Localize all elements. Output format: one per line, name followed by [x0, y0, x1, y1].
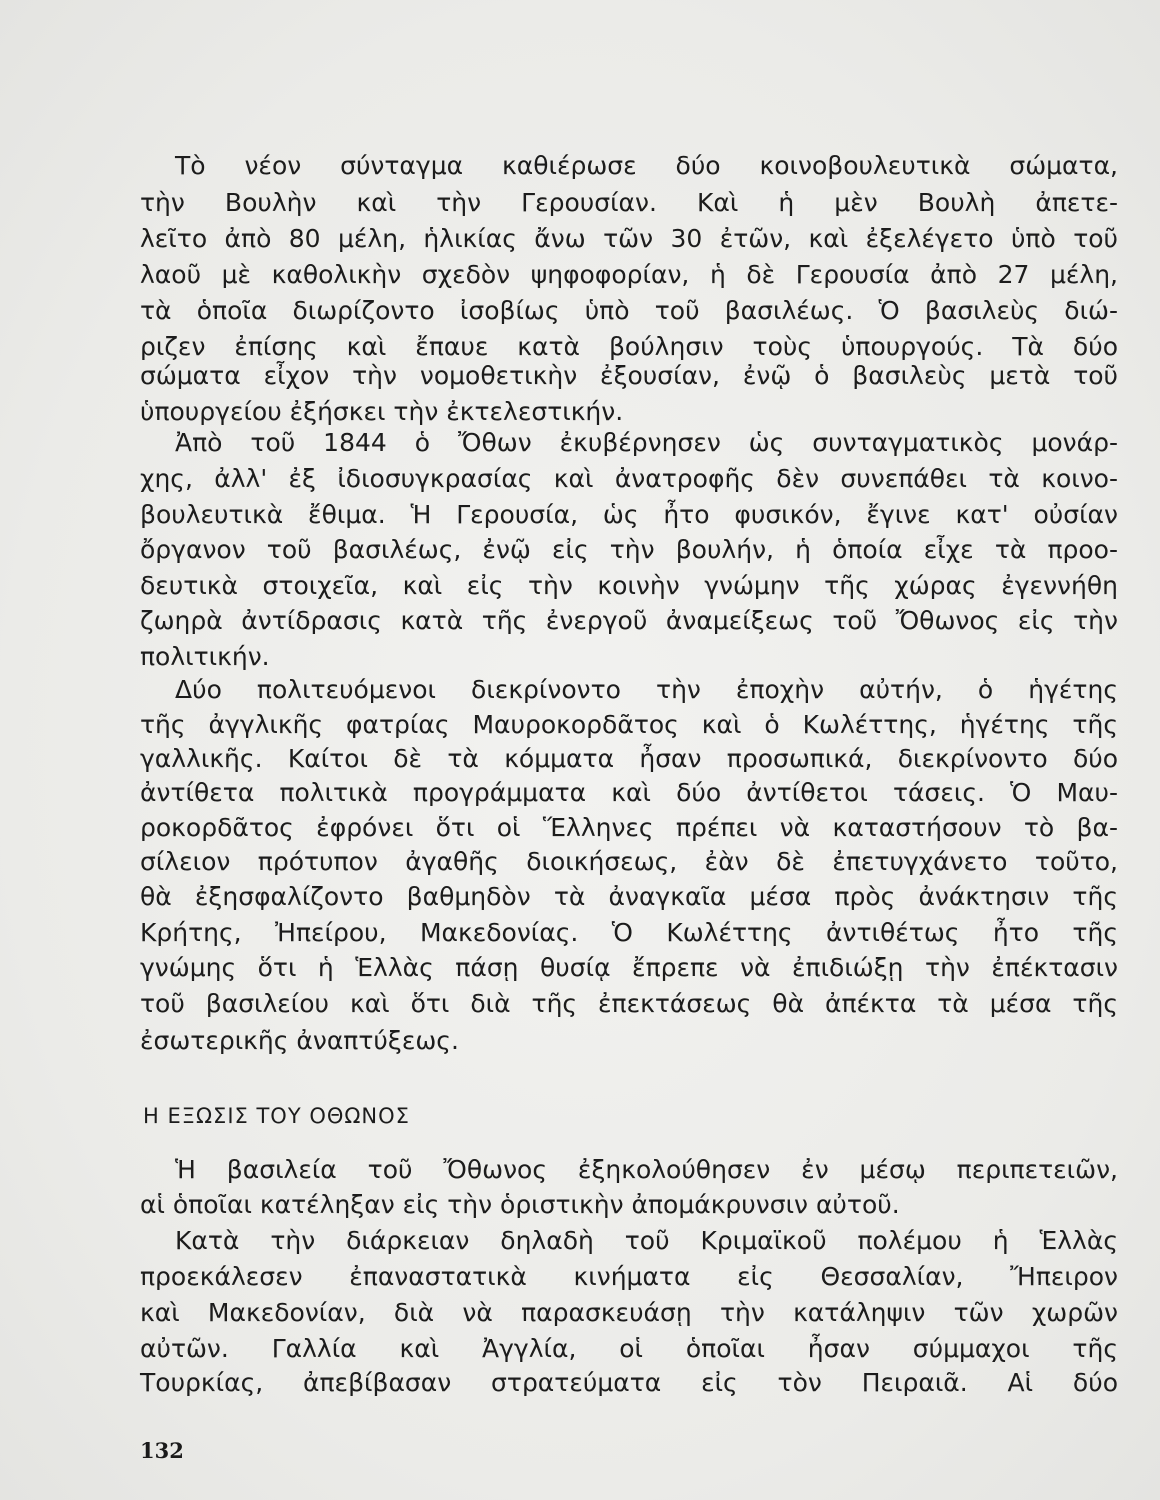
- paragraph-1-line-1: Τὸ νέον σύνταγμα καθιέρωσε δύο κοινοβουλευτικὰ σώματα,: [175, 151, 1118, 180]
- paragraph-2-line-6: ζωηρὰ ἀντίδρασις κατὰ τῆς ἐνεργοῦ ἀναμείξεως τοῦ Ὄθωνος εἰς τὴν: [140, 606, 1118, 635]
- paragraph-5-line-2: προεκάλεσεν ἐπαναστατικὰ κινήματα εἰς Θεσσαλίαν, Ἤπειρον: [140, 1262, 1118, 1291]
- paragraph-1-line-3: λεῖτο ἀπὸ 80 μέλη, ἡλικίας ἄνω τῶν 30 ἐτῶν, καὶ ἐξελέγετο ὑπὸ τοῦ: [140, 224, 1118, 253]
- paragraph-1-line-8: ὑπουργείου ἐξήσκει τὴν ἐκτελεστικήν.: [140, 397, 624, 426]
- paragraph-3-line-8: Κρήτης, Ἠπείρου, Μακεδονίας. Ὁ Κωλέττης ἀντιθέτως ἦτο τῆς: [140, 918, 1118, 947]
- paragraph-3-line-10: τοῦ βασιλείου καὶ ὅτι διὰ τῆς ἐπεκτάσεως θὰ ἀπέκτα τὰ μέσα τῆς: [140, 989, 1118, 1018]
- paragraph-3-line-4: ἀντίθετα πολιτικὰ προγράμματα καὶ δύο ἀντίθετοι τάσεις. Ὁ Μαυ-: [140, 778, 1118, 807]
- paragraph-1-line-6: ριζεν ἐπίσης καὶ ἔπαυε κατὰ βούλησιν τοὺς ὑπουργούς. Τὰ δύο: [140, 332, 1118, 361]
- paragraph-4-line-1: Ἡ βασιλεία τοῦ Ὄθωνος ἐξηκολούθησεν ἐν μέσῳ περιπετειῶν,: [175, 1155, 1118, 1184]
- paragraph-1-line-2: τὴν Βουλὴν καὶ τὴν Γερουσίαν. Καὶ ἡ μὲν Βουλὴ ἀπετε-: [140, 188, 1118, 217]
- paragraph-2-line-4: ὄργανον τοῦ βασιλέως, ἐνῷ εἰς τὴν βουλήν, ἡ ὁποία εἶχε τὰ προο-: [140, 535, 1118, 564]
- paragraph-3-line-6: σίλειον πρότυπον ἀγαθῆς διοικήσεως, ἐὰν δὲ ἐπετυγχάνετο τοῦτο,: [140, 847, 1118, 876]
- paragraph-5-line-5: Τουρκίας, ἀπεβίβασαν στρατεύματα εἰς τὸν Πειραιᾶ. Αἱ δύο: [140, 1368, 1118, 1397]
- paragraph-3-line-3: γαλλικῆς. Καίτοι δὲ τὰ κόμματα ἦσαν προσωπικά, διεκρίνοντο δύο: [140, 744, 1118, 773]
- paragraph-2-line-5: δευτικὰ στοιχεῖα, καὶ εἰς τὴν κοινὴν γνώμην τῆς χώρας ἐγεννήθη: [140, 571, 1118, 600]
- paragraph-2-line-1: Ἀπὸ τοῦ 1844 ὁ Ὄθων ἐκυβέρνησεν ὡς συνταγματικὸς μονάρ-: [175, 428, 1118, 457]
- paragraph-3-line-9: γνώμης ὅτι ἡ Ἑλλὰς πάσῃ θυσίᾳ ἔπρεπε νὰ ἐπιδιώξῃ τὴν ἐπέκτασιν: [140, 953, 1118, 982]
- paragraph-2-line-3: βουλευτικὰ ἔθιμα. Ἡ Γερουσία, ὡς ἦτο φυσικόν, ἔγινε κατ' οὐσίαν: [140, 500, 1118, 529]
- paragraph-3-line-7: θὰ ἐξησφαλίζοντο βαθμηδὸν τὰ ἀναγκαῖα μέσα πρὸς ἀνάκτησιν τῆς: [140, 882, 1118, 911]
- paragraph-1-line-7: σώματα εἶχον τὴν νομοθετικὴν ἐξουσίαν, ἐνῷ ὁ βασιλεὺς μετὰ τοῦ: [140, 361, 1118, 390]
- paragraph-3-line-11: ἐσωτερικῆς ἀναπτύξεως.: [140, 1026, 459, 1055]
- paragraph-1-line-5: τὰ ὁποῖα διωρίζοντο ἰσοβίως ὑπὸ τοῦ βασιλέως. Ὁ βασιλεὺς διώ-: [140, 296, 1118, 325]
- paragraph-2-line-2: χης, ἀλλ' ἐξ ἰδιοσυγκρασίας καὶ ἀνατροφῆς δὲν συνεπάθει τὰ κοινο-: [140, 464, 1118, 493]
- paragraph-3-line-2: τῆς ἀγγλικῆς φατρίας Μαυροκορδᾶτος καὶ ὁ Κωλέττης, ἡγέτης τῆς: [140, 710, 1118, 739]
- section-heading: Η ΕΞΩΣΙΣ ΤΟΥ ΟΘΩΝΟΣ: [143, 1104, 410, 1128]
- paragraph-5-line-4: αὐτῶν. Γαλλία καὶ Ἀγγλία, οἱ ὁποῖαι ἦσαν σύμμαχοι τῆς: [140, 1334, 1118, 1363]
- page-number: 132: [140, 1438, 184, 1463]
- paragraph-5-line-1: Κατὰ τὴν διάρκειαν δηλαδὴ τοῦ Κριμαϊκοῦ πολέμου ἡ Ἑλλὰς: [175, 1226, 1118, 1255]
- paragraph-3-line-1: Δύο πολιτευόμενοι διεκρίνοντο τὴν ἐποχὴν αὐτήν, ὁ ἡγέτης: [175, 675, 1118, 704]
- paragraph-1-line-4: λαοῦ μὲ καθολικὴν σχεδὸν ψηφοφορίαν, ἡ δὲ Γερουσία ἀπὸ 27 μέλη,: [140, 260, 1118, 289]
- paragraph-5-line-3: καὶ Μακεδονίαν, διὰ νὰ παρασκευάσῃ τὴν κατάληψιν τῶν χωρῶν: [140, 1298, 1118, 1327]
- paragraph-4-line-2: αἱ ὁποῖαι κατέληξαν εἰς τὴν ὁριστικὴν ἀπομάκρυνσιν αὐτοῦ.: [140, 1190, 900, 1219]
- paragraph-2-line-7: πολιτικήν.: [140, 642, 270, 671]
- paragraph-3-line-5: ροκορδᾶτος ἐφρόνει ὅτι οἱ Ἕλληνες πρέπει νὰ καταστήσουν τὸ βα-: [140, 813, 1118, 842]
